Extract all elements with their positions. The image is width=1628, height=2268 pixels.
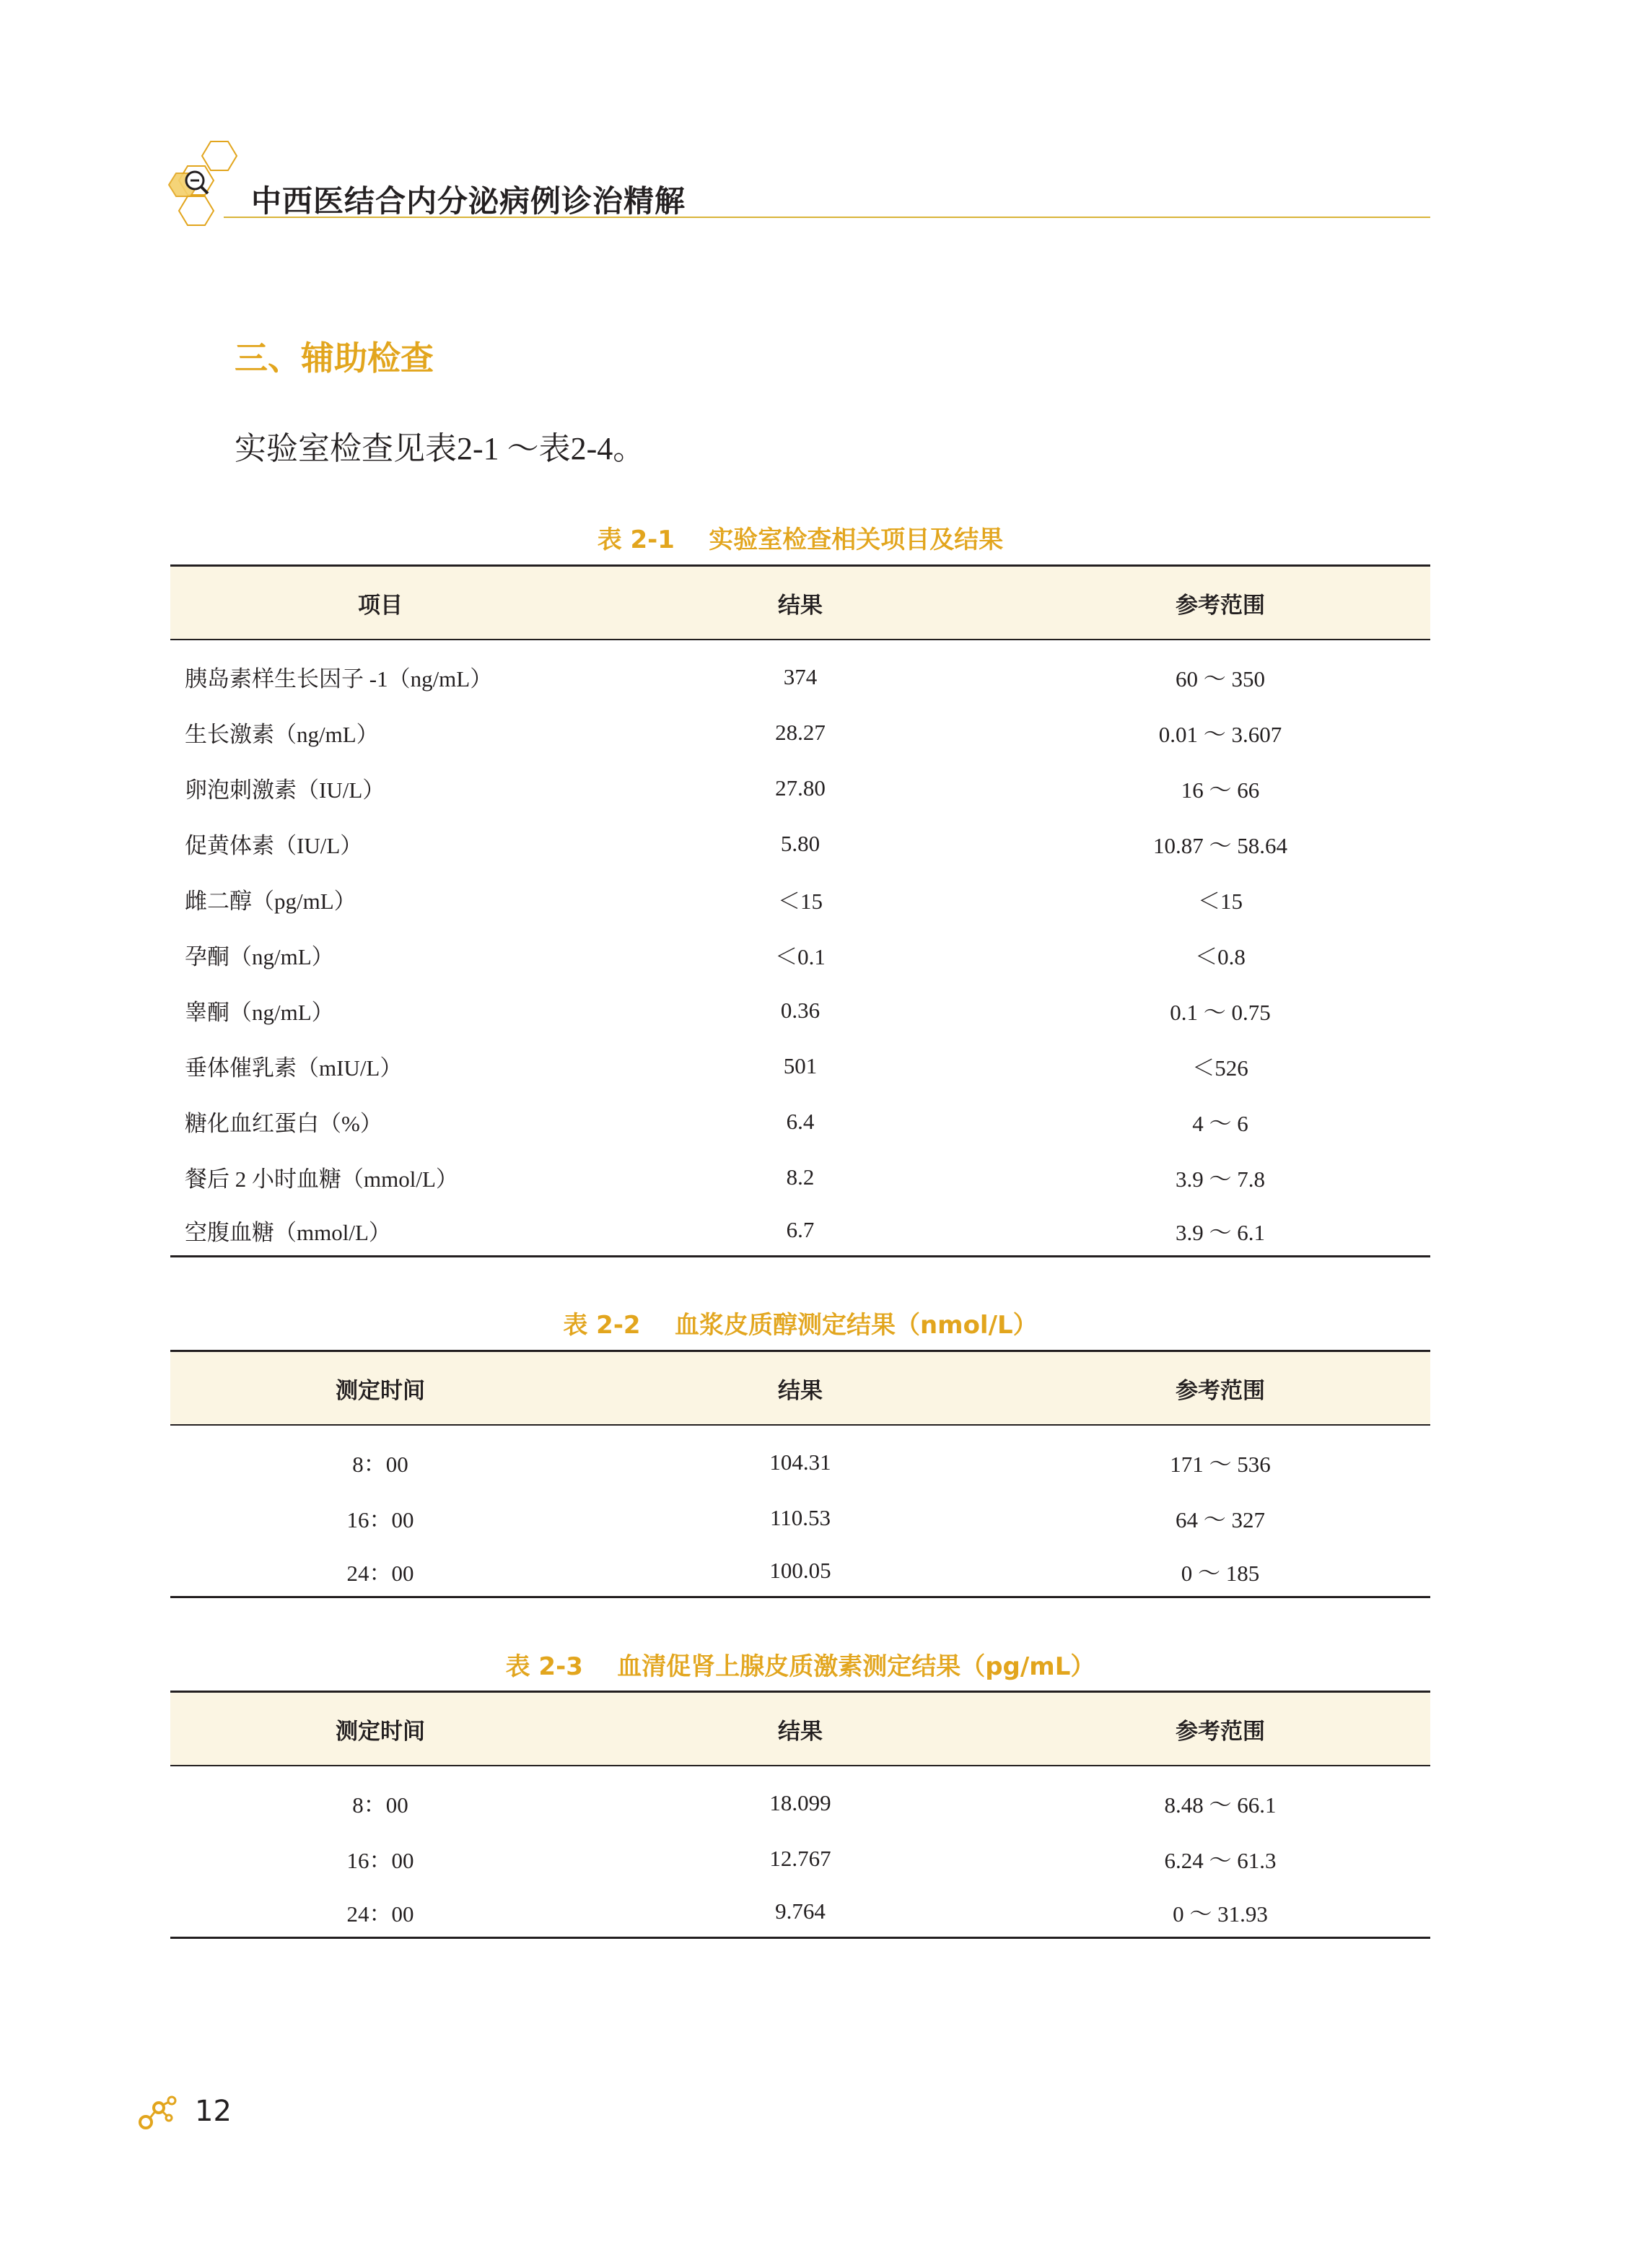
item-cell: 雌二醇（pg/mL） xyxy=(185,889,356,914)
result-cell: 8.2 xyxy=(786,1164,815,1190)
reference-cell: ＜526 xyxy=(1192,1055,1248,1081)
result-cell: 104.31 xyxy=(769,1449,831,1475)
table-row xyxy=(170,640,1430,705)
table-row xyxy=(170,1886,1430,1938)
time-cell: 24：00 xyxy=(170,1545,590,1597)
page-number: 12 xyxy=(195,2095,232,2128)
result-cell: 374 xyxy=(783,663,818,689)
item-cell: 糖化血红蛋白（%） xyxy=(185,1111,382,1136)
running-header xyxy=(166,136,1430,237)
item-cell: 胰岛素样生长因子 -1（ng/mL） xyxy=(185,666,493,692)
table-header-row xyxy=(170,566,1430,640)
header-rule xyxy=(224,217,1430,218)
table-header-row xyxy=(170,1692,1430,1766)
molecule-icon xyxy=(137,2093,178,2131)
table-row xyxy=(170,705,1430,760)
time-cell: 24：00 xyxy=(170,1886,590,1938)
column-header: 项目 xyxy=(170,566,590,640)
table-2-3 xyxy=(170,1691,1430,1939)
column-header: 结果 xyxy=(590,1692,1010,1766)
time-cell: 16：00 xyxy=(346,1848,414,1873)
table-row xyxy=(170,1205,1430,1257)
reference-cell: 0 ～ 31.93 xyxy=(1010,1886,1430,1938)
reference-cell: 0.01 ～ 3.607 xyxy=(1158,722,1282,747)
column-header: 参考范围 xyxy=(1010,1692,1430,1766)
result-cell: 501 xyxy=(783,1052,818,1078)
table-header-row xyxy=(170,1351,1430,1426)
book-title: 中西医结合内分泌病例诊治精解 xyxy=(251,183,686,219)
column-header: 参考范围 xyxy=(1010,566,1430,640)
reference-cell: ＜15 xyxy=(1198,889,1243,914)
reference-cell: 60 ～ 350 xyxy=(1176,666,1265,692)
table-row xyxy=(170,1490,1430,1545)
item-cell: 孕酮（ng/mL） xyxy=(185,944,334,969)
reference-cell: 3.9 ～ 6.1 xyxy=(1010,1205,1430,1257)
table-row xyxy=(170,1545,1430,1597)
time-cell: 8：00 xyxy=(352,1792,408,1818)
reference-cell: 8.48 ～ 66.1 xyxy=(1164,1792,1277,1818)
item-cell: 空腹血糖（mmol/L） xyxy=(170,1205,590,1257)
result-cell: ＜15 xyxy=(778,889,823,914)
item-cell: 促黄体素（IU/L） xyxy=(185,833,363,858)
reference-cell: ＜0.8 xyxy=(1195,944,1246,969)
table-row xyxy=(170,760,1430,816)
hexagon-magnifier-logo-icon xyxy=(166,136,260,237)
table-2-3-caption: 表 2-3 血清促肾上腺皮质激素测定结果（pg/mL） xyxy=(505,1652,1095,1681)
time-cell: 16：00 xyxy=(346,1507,414,1532)
result-cell: 9.764 xyxy=(590,1886,1010,1938)
reference-cell: 10.87 ～ 58.64 xyxy=(1153,833,1287,858)
table-row xyxy=(170,982,1430,1038)
table-row xyxy=(170,927,1430,982)
time-cell: 8：00 xyxy=(352,1452,408,1477)
item-cell: 睾酮（ng/mL） xyxy=(185,1000,334,1025)
result-cell: 6.4 xyxy=(786,1108,815,1134)
item-cell: 生长激素（ng/mL） xyxy=(185,722,379,747)
item-cell: 餐后 2 小时血糖（mmol/L） xyxy=(185,1166,458,1192)
table-row xyxy=(170,871,1430,927)
table-row xyxy=(170,1766,1430,1831)
table-2-1-caption: 表 2-1 实验室检查相关项目及结果 xyxy=(597,525,1004,554)
result-cell: 100.05 xyxy=(590,1545,1010,1597)
column-header: 结果 xyxy=(590,1351,1010,1426)
result-cell: 18.099 xyxy=(769,1789,831,1815)
reference-cell: 16 ～ 66 xyxy=(1181,777,1260,803)
reference-cell: 64 ～ 327 xyxy=(1176,1507,1265,1532)
table-row xyxy=(170,816,1430,871)
result-cell: 110.53 xyxy=(769,1504,831,1530)
column-header: 结果 xyxy=(590,566,1010,640)
reference-cell: 171 ～ 536 xyxy=(1170,1452,1271,1477)
result-cell: 27.80 xyxy=(775,775,826,801)
table-row xyxy=(170,1425,1430,1490)
result-cell: 5.80 xyxy=(780,830,820,856)
reference-cell: 0 ～ 185 xyxy=(1010,1545,1430,1597)
intro-paragraph: 实验室检查见表2-1 ～表2-4。 xyxy=(235,431,645,466)
result-cell: ＜0.1 xyxy=(775,944,826,969)
result-cell: 6.7 xyxy=(590,1205,1010,1257)
table-row xyxy=(170,1831,1430,1886)
result-cell: 12.767 xyxy=(769,1845,831,1871)
result-cell: 28.27 xyxy=(775,719,826,745)
section-title: 三、辅助检查 xyxy=(235,339,434,378)
item-cell: 卵泡刺激素（IU/L） xyxy=(185,777,385,803)
reference-cell: 3.9 ～ 7.8 xyxy=(1176,1166,1265,1192)
table-row xyxy=(170,1094,1430,1149)
table-2-1 xyxy=(170,564,1430,1257)
column-header: 测定时间 xyxy=(170,1351,590,1426)
table-2-2-caption: 表 2-2 血浆皮质醇测定结果（nmol/L） xyxy=(563,1311,1038,1340)
table-row xyxy=(170,1149,1430,1205)
column-header: 参考范围 xyxy=(1010,1351,1430,1426)
item-cell: 垂体催乳素（mIU/L） xyxy=(185,1055,403,1081)
table-2-2 xyxy=(170,1350,1430,1598)
column-header: 测定时间 xyxy=(170,1692,590,1766)
table-row xyxy=(170,1038,1430,1094)
reference-cell: 0.1 ～ 0.75 xyxy=(1170,1000,1271,1025)
result-cell: 0.36 xyxy=(780,997,820,1023)
reference-cell: 4 ～ 6 xyxy=(1192,1111,1248,1136)
reference-cell: 6.24 ～ 61.3 xyxy=(1164,1848,1277,1873)
